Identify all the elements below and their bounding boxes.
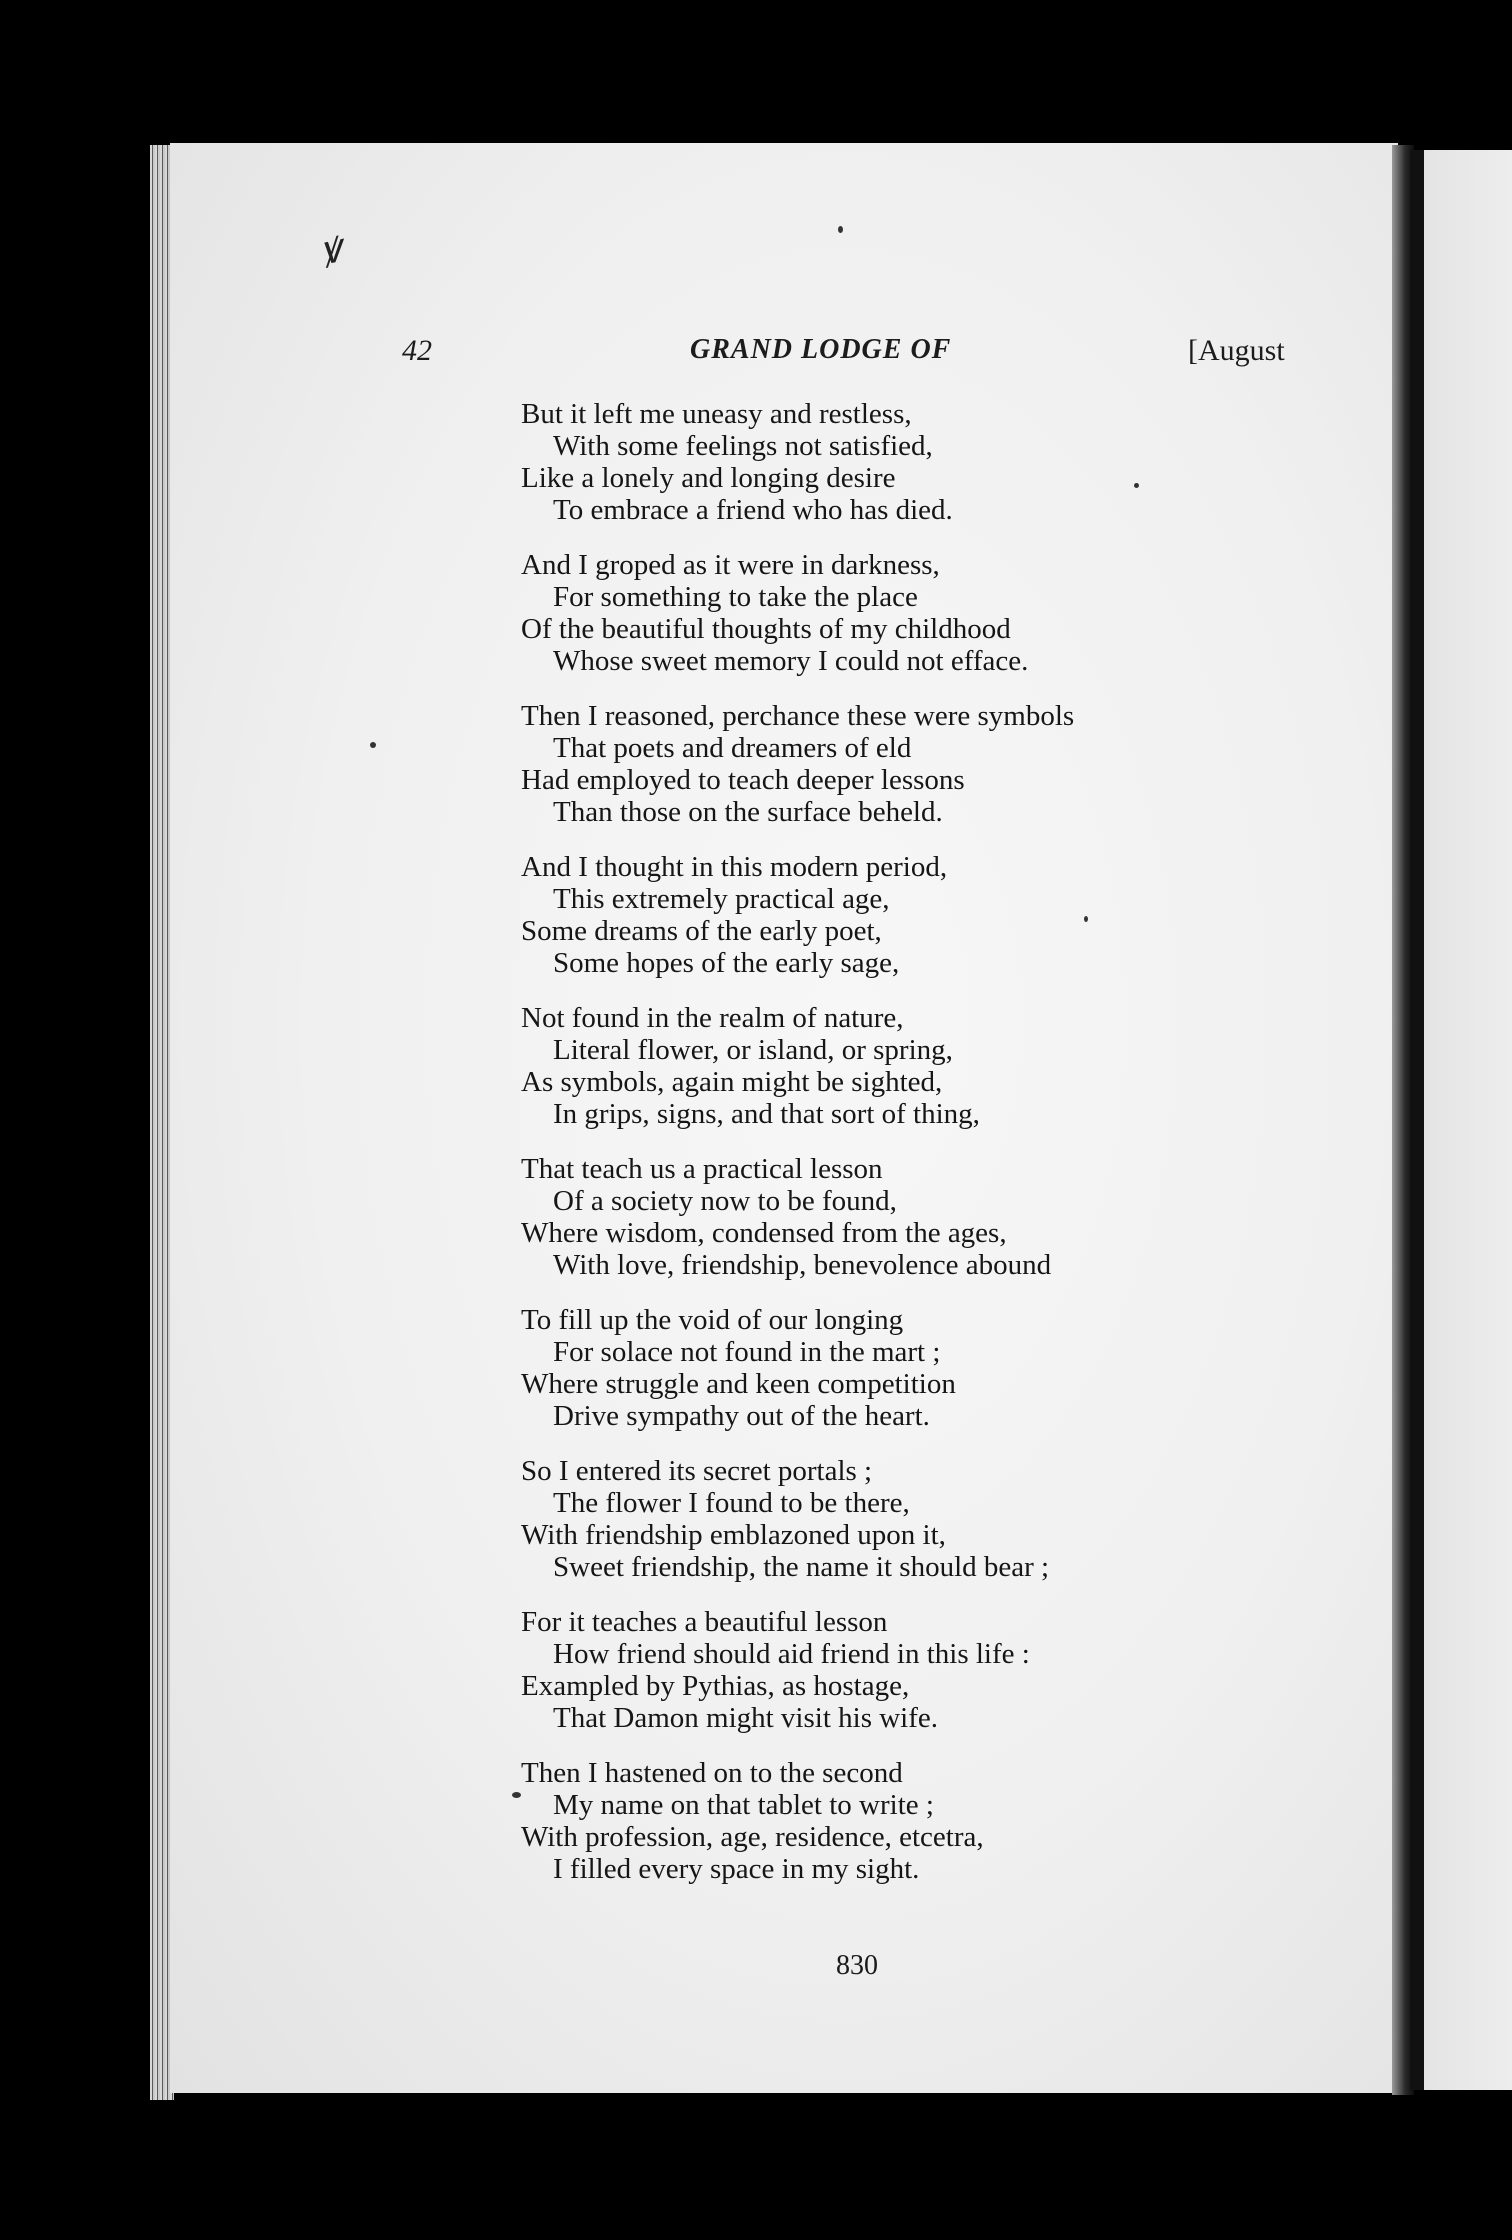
poem-line: For it teaches a beautiful lesson (521, 1606, 888, 1638)
poem-line: Literal flower, or island, or spring, (553, 1034, 953, 1066)
poem-line: To fill up the void of our longing (521, 1304, 904, 1336)
stanza (521, 1606, 1201, 1734)
handwritten-mark: ꝟ (315, 225, 345, 274)
poem-line: My name on that tablet to write ; (553, 1789, 934, 1821)
poem-line: That Damon might visit his wife. (553, 1702, 939, 1734)
poem-line: Some dreams of the early poet, (521, 915, 882, 947)
poem-line: With love, friendship, benevolence abound (553, 1249, 1052, 1281)
poem-line: Then I reasoned, perchance these were symbols (521, 700, 1075, 732)
poem-line: How friend should aid friend in this life : (553, 1638, 1030, 1670)
poem-line: Whose sweet memory I could not efface. (553, 645, 1029, 677)
poem-line: Exampled by Pythias, as hostage, (521, 1670, 910, 1702)
ink-speck (1134, 483, 1139, 488)
stanza (521, 1304, 1201, 1432)
facing-page-edge (1410, 150, 1512, 2090)
footer-page-number: 830 (836, 1950, 878, 1981)
poem-line: I filled every space in my sight. (553, 1853, 920, 1885)
poem-line: Sweet friendship, the name it should bear ; (553, 1551, 1050, 1583)
poem-line: That teach us a practical lesson (521, 1153, 883, 1185)
poem-line: Of the beautiful thoughts of my childhood (521, 613, 1011, 645)
ink-speck (1084, 916, 1088, 922)
poem-line: Than those on the surface beheld. (553, 796, 943, 828)
stanza (521, 700, 1201, 828)
poem-line: As symbols, again might be sighted, (521, 1066, 943, 1098)
poem-line: With some feelings not satisfied, (553, 430, 933, 462)
poem-line: Where wisdom, condensed from the ages, (521, 1217, 1007, 1249)
poem-line: To embrace a friend who has died. (553, 494, 953, 526)
poem-line: So I entered its secret portals ; (521, 1455, 873, 1487)
poem-line: The flower I found to be there, (553, 1487, 910, 1519)
header-title: GRAND LODGE OF (690, 334, 952, 365)
poem-line: With friendship emblazoned upon it, (521, 1519, 946, 1551)
poem-line: Of a society now to be found, (553, 1185, 897, 1217)
poem-line: But it left me uneasy and restless, (521, 398, 912, 430)
poem-line: For something to take the place (553, 581, 918, 613)
poem-line: Where struggle and keen competition (521, 1368, 956, 1400)
poem-line: And I thought in this modern period, (521, 851, 948, 883)
stanza (521, 1757, 1201, 1885)
stanza (521, 549, 1201, 677)
stanza (521, 398, 1201, 526)
poem-line: And I groped as it were in darkness, (521, 549, 940, 581)
poem-line: This extremely practical age, (553, 883, 890, 915)
ink-speck (838, 226, 843, 233)
running-header (0, 328, 1512, 368)
ink-speck (370, 742, 376, 748)
ink-speck (512, 1792, 521, 1798)
stanza (521, 1153, 1201, 1281)
stanza (521, 1455, 1201, 1583)
page-number: 42 (402, 334, 432, 367)
poem-body (521, 398, 1201, 1908)
poem-line: Then I hastened on to the second (521, 1757, 903, 1789)
poem-line: Drive sympathy out of the heart. (553, 1400, 930, 1432)
stanza (521, 851, 1201, 979)
poem-line: Not found in the realm of nature, (521, 1002, 904, 1034)
poem-line: For solace not found in the mart ; (553, 1336, 941, 1368)
poem-line: With profession, age, residence, etcetra, (521, 1821, 984, 1853)
poem-line: Some hopes of the early sage, (553, 947, 900, 979)
poem-line: That poets and dreamers of eld (553, 732, 912, 764)
stanza (521, 1002, 1201, 1130)
header-month: [August (1188, 334, 1285, 367)
poem-line: Had employed to teach deeper lessons (521, 764, 965, 796)
poem-line: In grips, signs, and that sort of thing, (553, 1098, 980, 1130)
poem-line: Like a lonely and longing desire (521, 462, 896, 494)
